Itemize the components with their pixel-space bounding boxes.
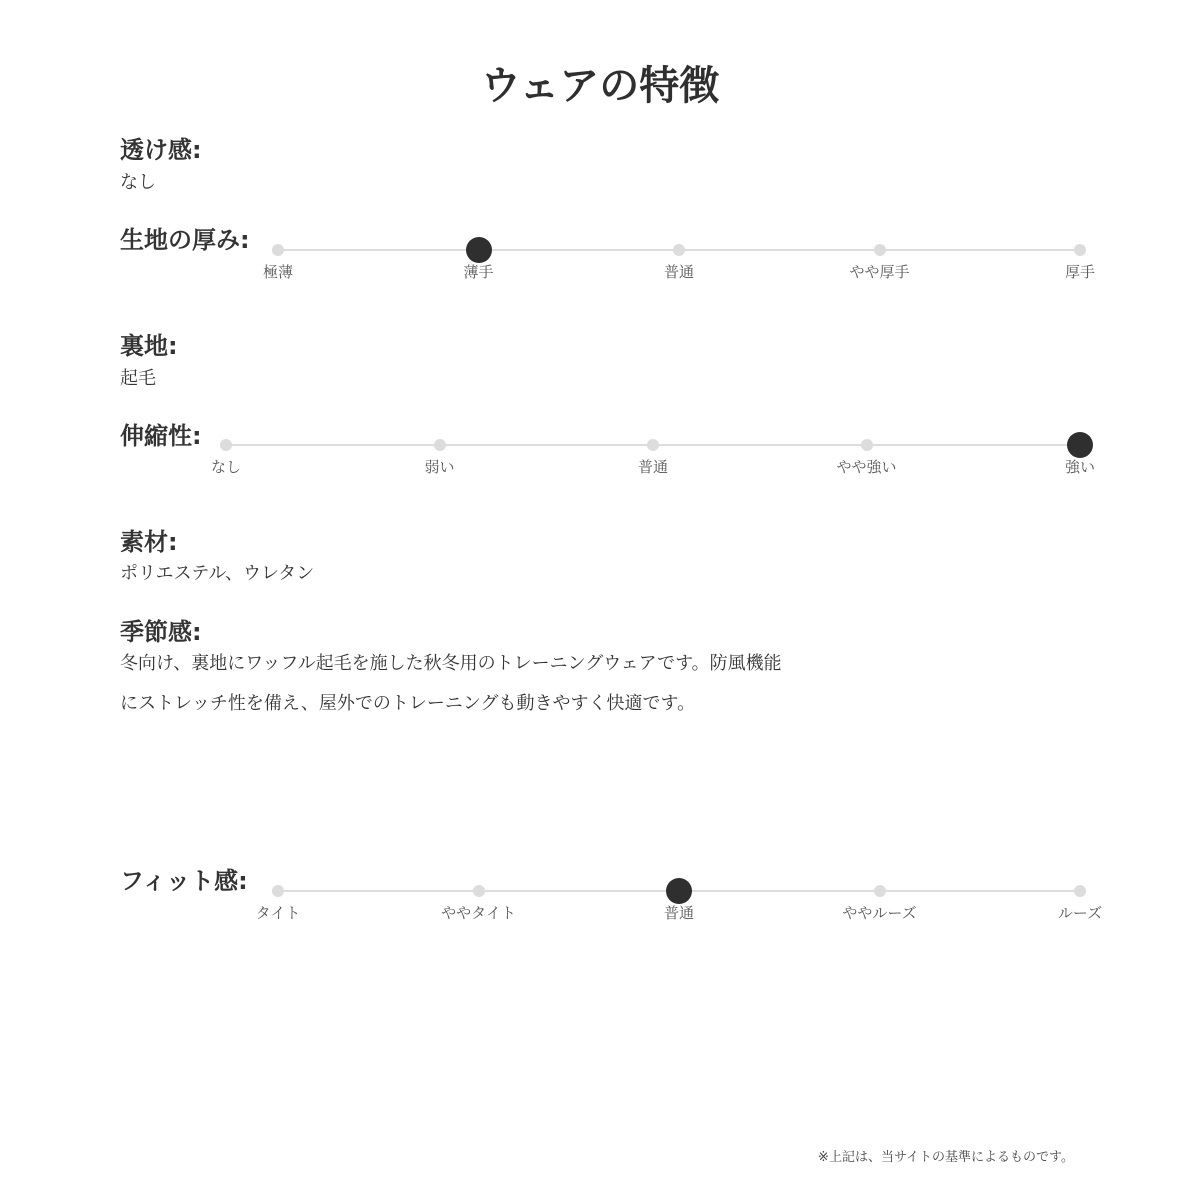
- material-value: ポリエステル、ウレタン: [120, 563, 315, 584]
- fit-scale-dot: [473, 885, 485, 897]
- stretch-scale-option-label: なし: [210, 458, 241, 476]
- season-description-line: 冬向け、裏地にワッフル起毛を施した秋冬用のトレーニングウェアです。防風機能: [120, 653, 782, 674]
- thickness-scale-dot: [874, 244, 886, 256]
- sheer-value: なし: [120, 172, 156, 193]
- stretch-scale-option-label: やや強い: [836, 458, 897, 476]
- thickness-scale-dot: [673, 244, 685, 256]
- thickness-scale-option-label: 厚手: [1064, 263, 1095, 281]
- stretch-label: 伸縮性:: [120, 422, 202, 450]
- fit-scale-option-label: 普通: [663, 904, 694, 922]
- fit-scale-dot: [1074, 885, 1086, 897]
- fit-scale-dot: [272, 885, 284, 897]
- stretch-scale-selected-dot: [1067, 432, 1093, 458]
- thickness-scale-option-label: 普通: [663, 263, 694, 281]
- thickness-scale-option-label: 極薄: [262, 263, 293, 281]
- stretch-scale-dot: [434, 439, 446, 451]
- stretch-scale-option-label: 普通: [637, 458, 668, 476]
- fit-label: フィット感:: [120, 867, 248, 895]
- stretch-scale-dot: [647, 439, 659, 451]
- stretch-scale-option-label: 弱い: [424, 458, 455, 476]
- fit-scale-option-label: ルーズ: [1057, 904, 1103, 922]
- fit-scale-option-label: タイト: [255, 904, 301, 922]
- sheer-label: 透け感:: [120, 136, 202, 164]
- thickness-scale-selected-dot: [466, 237, 492, 263]
- stretch-scale-dot: [861, 439, 873, 451]
- lining-value: 起毛: [120, 368, 156, 389]
- stretch-scale-option-label: 強い: [1064, 458, 1095, 476]
- footnote: ※上記は、当サイトの基準によるものです。: [818, 1150, 1074, 1165]
- fit-scale-dot: [874, 885, 886, 897]
- page-title: ウェアの特徴: [480, 63, 720, 109]
- material-label: 素材:: [120, 528, 178, 556]
- season-label: 季節感:: [120, 618, 202, 646]
- thickness-scale-dot: [272, 244, 284, 256]
- fit-scale-selected-dot: [666, 878, 692, 904]
- fit-scale-option-label: ややルーズ: [842, 904, 917, 922]
- thickness-label: 生地の厚み:: [120, 226, 250, 254]
- lining-label: 裏地:: [120, 332, 178, 360]
- stretch-scale-dot: [220, 439, 232, 451]
- fit-scale-option-label: ややタイト: [441, 904, 516, 922]
- thickness-scale-option-label: やや厚手: [849, 263, 910, 281]
- thickness-scale-dot: [1074, 244, 1086, 256]
- thickness-scale-option-label: 薄手: [463, 263, 494, 281]
- season-description-line: にストレッチ性を備え、屋外でのトレーニングも動きやすく快適です。: [120, 693, 696, 714]
